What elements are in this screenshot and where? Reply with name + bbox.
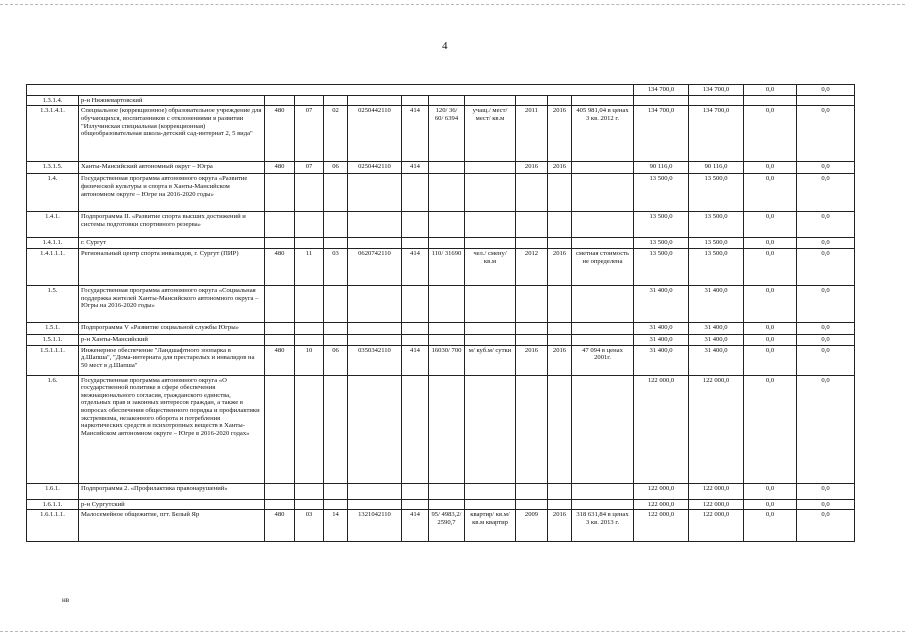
table-row — [27, 162, 855, 174]
cell-amount-2017: 0,0 — [744, 510, 797, 542]
cell-estimated-cost — [572, 322, 634, 334]
cell-amount-2016: 31 400,0 — [689, 285, 744, 322]
cell-amount-2018: 0,0 — [797, 483, 855, 499]
cell-end-year — [548, 322, 572, 334]
row-name: Подпрограмма V «Развитие социальной службы Югры» — [79, 322, 265, 334]
row-name: Государственная программа автономного округа «Развитие физической культуры и спорта в Ханты-Мансийском автономном округе – Югре на 2016-2020 годы» — [79, 174, 265, 212]
carryover-row — [27, 85, 855, 96]
cell-amount-2018: 0,0 — [797, 345, 855, 375]
cell-capacity — [429, 483, 465, 499]
cell-amount-2017 — [744, 95, 797, 106]
row-name: Государственная программа автономного округа «О государственной политике в сфере обеспечения межнационального согласия, гражданского единства, отдельных прав и законных интересов граждан, а также в вопросах обеспечения общественного порядка и профилактики экстремизма, незаконного оборота и потребления наркотических средств и психотропных веществ в Ханты-Мансийском автономном округе – Югре в 2016-2020 годах» — [79, 375, 265, 483]
cell-total-amount: 122 000,0 — [634, 510, 689, 542]
cell-capacity-unit: чел./ смену/ кв.м — [465, 248, 516, 285]
row-code: 1.5.1. — [27, 322, 79, 334]
cell-end-year — [548, 334, 572, 345]
row-name: Государственная программа автономного округа «Социальная поддержка жителей Ханты-Мансийского автономного округа – Югры на 2016-2020 годы» — [79, 285, 265, 322]
cell-estimated-cost: 405 981,04 в ценах 3 кв. 2012 г. — [572, 106, 634, 162]
cell-expense-type: 414 — [402, 510, 429, 542]
cell-start-year — [516, 375, 548, 483]
table-row — [27, 334, 855, 345]
cell-start-year: 2016 — [516, 162, 548, 174]
cell-subsection: 14 — [324, 510, 348, 542]
cell-expense-type — [402, 95, 429, 106]
cell-total-amount: 134 700,0 — [634, 106, 689, 162]
cell-grbs — [265, 212, 295, 238]
cell-amount-2018: 0,0 — [797, 322, 855, 334]
cell-target-article — [348, 95, 402, 106]
row-name: Ханты-Мансийский автономный округ – Югра — [79, 162, 265, 174]
cell-total-amount: 31 400,0 — [634, 345, 689, 375]
cell-start-year — [516, 483, 548, 499]
cell-amount-2017: 0,0 — [744, 322, 797, 334]
cell-capacity-unit: м/ куб.м/ сутки — [465, 345, 516, 375]
carryover-total: 134 700,0 — [634, 85, 689, 96]
row-code: 1.4.1.1. — [27, 238, 79, 249]
cell-grbs — [265, 375, 295, 483]
row-code: 1.3.1.5. — [27, 162, 79, 174]
cell-end-year: 2016 — [548, 248, 572, 285]
cell-subsection — [324, 238, 348, 249]
cell-grbs: 480 — [265, 106, 295, 162]
row-code: 1.6.1.1.1. — [27, 510, 79, 542]
row-code: 1.4.1. — [27, 212, 79, 238]
cell-estimated-cost — [572, 285, 634, 322]
cell-capacity-unit — [465, 162, 516, 174]
cell-subsection: 02 — [324, 106, 348, 162]
cell-estimated-cost — [572, 499, 634, 510]
cell-amount-2016: 31 400,0 — [689, 322, 744, 334]
cell-subsection — [324, 212, 348, 238]
cell-expense-type — [402, 334, 429, 345]
cell-capacity-unit — [465, 285, 516, 322]
cell-target-article: 1321042110 — [348, 510, 402, 542]
row-code: 1.4.1.1.1. — [27, 248, 79, 285]
cell-expense-type — [402, 375, 429, 483]
cell-estimated-cost — [572, 212, 634, 238]
cell-total-amount: 13 500,0 — [634, 174, 689, 212]
row-name: р-н Сургутский — [79, 499, 265, 510]
cell-target-article — [348, 334, 402, 345]
cell-target-article: 0620742110 — [348, 248, 402, 285]
cell-amount-2017: 0,0 — [744, 106, 797, 162]
row-name: Инженерное обеспечение "Ландшафтного зоопарка в д.Шапша", "Дома-интерната для престарелых и инвалидов на 50 мест в д.Шапша" — [79, 345, 265, 375]
cell-subsection: 03 — [324, 248, 348, 285]
scan-top-edge — [0, 4, 905, 5]
cell-capacity-unit — [465, 95, 516, 106]
row-code: 1.3.1.4.1. — [27, 106, 79, 162]
cell-amount-2018: 0,0 — [797, 510, 855, 542]
cell-section: 03 — [295, 510, 324, 542]
cell-target-article — [348, 212, 402, 238]
cell-amount-2018: 0,0 — [797, 212, 855, 238]
cell-end-year — [548, 499, 572, 510]
cell-amount-2018: 0,0 — [797, 162, 855, 174]
cell-section: 07 — [295, 162, 324, 174]
row-code: 1.5. — [27, 285, 79, 322]
cell-capacity: 110/ 31690 — [429, 248, 465, 285]
cell-end-year: 2016 — [548, 510, 572, 542]
cell-target-article — [348, 174, 402, 212]
cell-amount-2016: 90 116,0 — [689, 162, 744, 174]
cell-amount-2018: 0,0 — [797, 248, 855, 285]
cell-amount-2016: 122 000,0 — [689, 499, 744, 510]
cell-expense-type: 414 — [402, 248, 429, 285]
cell-capacity-unit: квартир/ кв.м/ кв.м квартир — [465, 510, 516, 542]
cell-grbs — [265, 238, 295, 249]
cell-section — [295, 322, 324, 334]
cell-amount-2018: 0,0 — [797, 285, 855, 322]
cell-estimated-cost — [572, 483, 634, 499]
cell-target-article: 0250442110 — [348, 162, 402, 174]
cell-expense-type — [402, 285, 429, 322]
row-code: 1.6.1.1. — [27, 499, 79, 510]
cell-grbs — [265, 174, 295, 212]
cell-section — [295, 334, 324, 345]
cell-start-year — [516, 322, 548, 334]
cell-capacity-unit — [465, 334, 516, 345]
cell-start-year — [516, 212, 548, 238]
footer-initials: нв — [62, 596, 70, 604]
table-row — [27, 106, 855, 162]
cell-target-article — [348, 375, 402, 483]
cell-section — [295, 95, 324, 106]
scan-bottom-edge — [0, 631, 905, 632]
cell-amount-2018: 0,0 — [797, 238, 855, 249]
cell-section: 07 — [295, 106, 324, 162]
table-row — [27, 238, 855, 249]
cell-target-article — [348, 238, 402, 249]
cell-capacity-unit — [465, 322, 516, 334]
row-name: Малосемейное общежитие, пгт. Белый Яр — [79, 510, 265, 542]
cell-target-article: 0250442110 — [348, 106, 402, 162]
cell-grbs: 480 — [265, 162, 295, 174]
row-code: 1.6.1. — [27, 483, 79, 499]
cell-estimated-cost: сметная стоимость не определена — [572, 248, 634, 285]
cell-capacity — [429, 162, 465, 174]
cell-end-year: 2016 — [548, 162, 572, 174]
cell-total-amount: 13 500,0 — [634, 238, 689, 249]
cell-capacity-unit — [465, 238, 516, 249]
table-row — [27, 285, 855, 322]
cell-expense-type — [402, 499, 429, 510]
cell-amount-2018 — [797, 95, 855, 106]
cell-expense-type — [402, 483, 429, 499]
cell-start-year: 2011 — [516, 106, 548, 162]
cell-capacity-unit — [465, 483, 516, 499]
cell-amount-2017: 0,0 — [744, 483, 797, 499]
cell-amount-2018: 0,0 — [797, 499, 855, 510]
cell-amount-2016 — [689, 95, 744, 106]
cell-amount-2016: 31 400,0 — [689, 334, 744, 345]
cell-total-amount: 31 400,0 — [634, 285, 689, 322]
cell-subsection — [324, 285, 348, 322]
cell-capacity-unit — [465, 212, 516, 238]
cell-amount-2017: 0,0 — [744, 375, 797, 483]
cell-amount-2017: 0,0 — [744, 248, 797, 285]
cell-estimated-cost — [572, 334, 634, 345]
table-row — [27, 345, 855, 375]
cell-amount-2017: 0,0 — [744, 212, 797, 238]
cell-capacity-unit: учащ./ мест/ мест/ кв.м — [465, 106, 516, 162]
cell-grbs — [265, 95, 295, 106]
cell-amount-2016: 13 500,0 — [689, 212, 744, 238]
cell-start-year — [516, 174, 548, 212]
table-row — [27, 510, 855, 542]
cell-capacity — [429, 499, 465, 510]
cell-amount-2018: 0,0 — [797, 174, 855, 212]
cell-section — [295, 212, 324, 238]
row-name: Специальное (коррекционное) образовательное учреждение для обучающихся, воспитанников с отклонениями в развитии "Излучинская специальная (коррекционная) общеобразовательная школа-детский сад-интернат 2, 5 вида" — [79, 106, 265, 162]
cell-capacity: 120/ 36/ 60/ 6394 — [429, 106, 465, 162]
cell-grbs: 480 — [265, 510, 295, 542]
cell-total-amount: 13 500,0 — [634, 248, 689, 285]
cell-total-amount: 31 400,0 — [634, 322, 689, 334]
cell-grbs — [265, 499, 295, 510]
cell-section — [295, 375, 324, 483]
cell-grbs — [265, 322, 295, 334]
cell-amount-2018: 0,0 — [797, 106, 855, 162]
table-row — [27, 212, 855, 238]
cell-start-year — [516, 95, 548, 106]
cell-total-amount: 122 000,0 — [634, 483, 689, 499]
cell-start-year — [516, 285, 548, 322]
cell-amount-2016: 13 500,0 — [689, 248, 744, 285]
cell-total-amount: 31 400,0 — [634, 334, 689, 345]
cell-capacity — [429, 212, 465, 238]
cell-total-amount — [634, 95, 689, 106]
cell-amount-2017: 0,0 — [744, 334, 797, 345]
cell-end-year: 2016 — [548, 106, 572, 162]
cell-subsection — [324, 499, 348, 510]
cell-end-year — [548, 174, 572, 212]
cell-capacity-unit — [465, 499, 516, 510]
carryover-year-2018: 0,0 — [797, 85, 855, 96]
cell-amount-2017: 0,0 — [744, 174, 797, 212]
table-row — [27, 483, 855, 499]
carryover-year-2016: 134 700,0 — [689, 85, 744, 96]
cell-grbs: 480 — [265, 248, 295, 285]
cell-estimated-cost: 318 631,84 в ценах 3 кв. 2013 г. — [572, 510, 634, 542]
cell-subsection: 06 — [324, 345, 348, 375]
cell-amount-2017: 0,0 — [744, 285, 797, 322]
cell-expense-type — [402, 238, 429, 249]
cell-target-article: 0350342110 — [348, 345, 402, 375]
row-code: 1.4. — [27, 174, 79, 212]
cell-start-year — [516, 334, 548, 345]
cell-start-year: 2009 — [516, 510, 548, 542]
cell-end-year — [548, 238, 572, 249]
carryover-year-2017: 0,0 — [744, 85, 797, 96]
cell-subsection: 06 — [324, 162, 348, 174]
cell-expense-type — [402, 212, 429, 238]
cell-start-year: 2016 — [516, 345, 548, 375]
cell-amount-2016: 31 400,0 — [689, 345, 744, 375]
cell-capacity — [429, 334, 465, 345]
cell-expense-type — [402, 322, 429, 334]
cell-estimated-cost — [572, 375, 634, 483]
cell-end-year: 2016 — [548, 345, 572, 375]
cell-end-year — [548, 285, 572, 322]
cell-capacity: 16030/ 700 — [429, 345, 465, 375]
cell-capacity-unit — [465, 375, 516, 483]
cell-capacity — [429, 95, 465, 106]
table-row — [27, 248, 855, 285]
cell-expense-type: 414 — [402, 345, 429, 375]
cell-end-year — [548, 212, 572, 238]
cell-amount-2018: 0,0 — [797, 334, 855, 345]
cell-capacity: 95/ 4983,2/ 2590,7 — [429, 510, 465, 542]
cell-grbs — [265, 285, 295, 322]
row-name: р-н Нижневартовский — [79, 95, 265, 106]
cell-amount-2016: 122 000,0 — [689, 510, 744, 542]
row-code: 1.6. — [27, 375, 79, 483]
row-name: г. Сургут — [79, 238, 265, 249]
cell-total-amount: 122 000,0 — [634, 375, 689, 483]
cell-section — [295, 483, 324, 499]
cell-expense-type: 414 — [402, 162, 429, 174]
cell-grbs: 480 — [265, 345, 295, 375]
cell-amount-2017: 0,0 — [744, 162, 797, 174]
row-code: 1.5.1.1. — [27, 334, 79, 345]
cell-subsection — [324, 95, 348, 106]
cell-amount-2017: 0,0 — [744, 345, 797, 375]
cell-capacity — [429, 285, 465, 322]
cell-subsection — [324, 322, 348, 334]
row-code: 1.3.1.4. — [27, 95, 79, 106]
page-number: 4 — [442, 40, 448, 52]
cell-amount-2016: 122 000,0 — [689, 483, 744, 499]
cell-estimated-cost — [572, 238, 634, 249]
cell-subsection — [324, 483, 348, 499]
cell-estimated-cost: 47 094 в ценах 2001г. — [572, 345, 634, 375]
cell-capacity-unit — [465, 174, 516, 212]
cell-section — [295, 499, 324, 510]
cell-grbs — [265, 483, 295, 499]
cell-grbs — [265, 334, 295, 345]
cell-start-year — [516, 499, 548, 510]
cell-section — [295, 174, 324, 212]
cell-target-article — [348, 499, 402, 510]
cell-start-year: 2012 — [516, 248, 548, 285]
cell-estimated-cost — [572, 174, 634, 212]
cell-section: 11 — [295, 248, 324, 285]
cell-target-article — [348, 483, 402, 499]
cell-capacity — [429, 322, 465, 334]
cell-estimated-cost — [572, 95, 634, 106]
row-name: Региональный центр спорта инвалидов, г. Сургут (ПИР) — [79, 248, 265, 285]
table-row — [27, 174, 855, 212]
cell-total-amount: 122 000,0 — [634, 499, 689, 510]
cell-start-year — [516, 238, 548, 249]
table-row — [27, 499, 855, 510]
cell-subsection — [324, 375, 348, 483]
cell-section: 10 — [295, 345, 324, 375]
row-name: р-н Ханты-Мансийский — [79, 334, 265, 345]
cell-capacity — [429, 238, 465, 249]
table-row — [27, 95, 855, 106]
table-row — [27, 322, 855, 334]
investment-table — [26, 84, 855, 542]
cell-amount-2017: 0,0 — [744, 238, 797, 249]
table-row — [27, 375, 855, 483]
cell-section — [295, 285, 324, 322]
row-code: 1.5.1.1.1. — [27, 345, 79, 375]
cell-capacity — [429, 375, 465, 483]
cell-amount-2016: 122 000,0 — [689, 375, 744, 483]
cell-amount-2016: 134 700,0 — [689, 106, 744, 162]
cell-target-article — [348, 322, 402, 334]
cell-total-amount: 13 500,0 — [634, 212, 689, 238]
cell-end-year — [548, 483, 572, 499]
cell-subsection — [324, 174, 348, 212]
cell-amount-2016: 13 500,0 — [689, 174, 744, 212]
cell-estimated-cost — [572, 162, 634, 174]
cell-end-year — [548, 95, 572, 106]
cell-amount-2017: 0,0 — [744, 499, 797, 510]
cell-capacity — [429, 174, 465, 212]
cell-amount-2018: 0,0 — [797, 375, 855, 483]
cell-expense-type: 414 — [402, 106, 429, 162]
cell-expense-type — [402, 174, 429, 212]
row-name: Подпрограмма II. «Развитие спорта высших достижений и системы подготовки спортивного резерва» — [79, 212, 265, 238]
cell-target-article — [348, 285, 402, 322]
cell-total-amount: 90 116,0 — [634, 162, 689, 174]
cell-section — [295, 238, 324, 249]
row-name: Подпрограмма 2. «Профилактика правонарушений» — [79, 483, 265, 499]
cell-end-year — [548, 375, 572, 483]
cell-subsection — [324, 334, 348, 345]
cell-amount-2016: 13 500,0 — [689, 238, 744, 249]
